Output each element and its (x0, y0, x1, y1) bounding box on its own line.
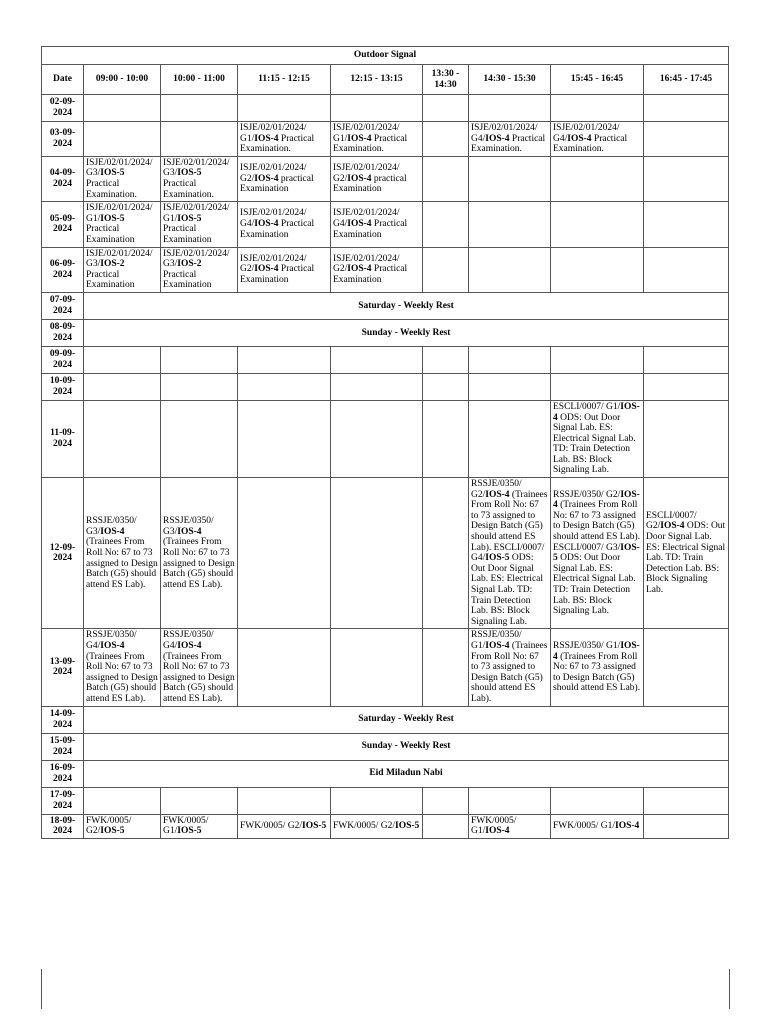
table-row (42, 629, 729, 706)
schedule-cell (644, 202, 729, 247)
course-code: IOS-4 (660, 521, 685, 532)
table-row (42, 400, 729, 477)
date-cell: 10-09-2024 (42, 373, 84, 400)
date-cell: 09-09-2024 (42, 346, 84, 373)
cell-text: Practical Examination (163, 224, 212, 245)
column-header-date: Date (42, 65, 84, 95)
date-cell: 15-09-2024 (42, 733, 84, 760)
day-note: Sunday - Weekly Rest (84, 319, 729, 346)
course-code: IOS-4 (177, 526, 202, 537)
cell-text: Practical Examination (240, 264, 315, 286)
schedule-cell (84, 202, 161, 247)
course-code: IOS-4 (347, 133, 372, 144)
rest-day-row (42, 760, 729, 787)
schedule-cell (644, 373, 729, 400)
cell-text: (Trainees From Roll No: 67 to 73 assigned to Design Batch (G5) should attend ES Lab). (163, 651, 235, 704)
schedule-cell (238, 814, 331, 838)
schedule-cell (84, 478, 161, 629)
schedule-cell (551, 156, 644, 201)
schedule-cell (331, 629, 423, 706)
cell-text: Practical Examination (86, 224, 135, 245)
date-cell: 11-09-2024 (42, 400, 84, 477)
schedule-cell (238, 247, 331, 292)
schedule-cell (551, 202, 644, 247)
cell-text: ISJE/02/01/2024/ G3/ (86, 157, 153, 179)
schedule-cell (551, 787, 644, 814)
schedule-cell (423, 156, 469, 201)
schedule-cell (469, 787, 551, 814)
cell-text: Practical Examination (86, 269, 135, 291)
cell-text: Practical Examination. (240, 133, 315, 155)
cell-text: ISJE/02/01/2024/ G4/ (240, 208, 307, 230)
column-header-slot: 15:45 - 16:45 (551, 65, 644, 95)
schedule-cell (84, 247, 161, 292)
cell-text: Practical Examination. (553, 133, 628, 155)
date-cell: 02-09-2024 (42, 95, 84, 122)
schedule-cell (469, 346, 551, 373)
table-row (42, 156, 729, 201)
schedule-cell (84, 346, 161, 373)
cell-text: ISJE/02/01/2024/ G1/ (333, 123, 400, 144)
table-row (42, 373, 729, 400)
date-cell: 06-09-2024 (42, 247, 84, 292)
schedule-cell (423, 478, 469, 629)
schedule-cell (644, 95, 729, 122)
date-cell: 18-09-2024 (42, 814, 84, 838)
course-code: IOS-5 (177, 213, 202, 224)
schedule-cell (238, 787, 331, 814)
cell-text: RSSJE/0350/ G4/ (163, 630, 214, 651)
schedule-cell (84, 95, 161, 122)
schedule-cell (238, 346, 331, 373)
cell-text: ISJE/02/01/2024/ G1/ (240, 123, 307, 144)
schedule-cell (238, 373, 331, 400)
cell-text: ISJE/02/01/2024/ G4/ (333, 208, 400, 230)
cell-text: ESCLI/0007/ G1/ (553, 401, 621, 412)
cell-text: ODS: Out Door Signal Lab. ES: Electrical Signal Lab. TD: Train Detection Lab. BS: Block Signaling Lab. (553, 553, 636, 617)
course-code: IOS-5 (100, 213, 125, 224)
header-row (42, 65, 729, 95)
table-row (42, 787, 729, 814)
course-code: IOS-4 (100, 640, 125, 651)
table-row (42, 814, 729, 838)
day-note: Sunday - Weekly Rest (84, 733, 729, 760)
schedule-cell (238, 95, 331, 122)
schedule-cell (161, 95, 238, 122)
schedule-cell (423, 787, 469, 814)
cell-text: ISJE/02/01/2024/ G4/ (471, 123, 538, 144)
schedule-cell (469, 478, 551, 629)
cell-text: ISJE/02/01/2024/ G2/ (240, 253, 307, 275)
column-header-slot: 14:30 - 15:30 (469, 65, 551, 95)
schedule-cell (161, 373, 238, 400)
schedule-cell (644, 400, 729, 477)
schedule-cell (161, 202, 238, 247)
cell-text: ISJE/02/01/2024/ G3/ (163, 157, 230, 179)
schedule-cell (238, 156, 331, 201)
schedule-cell (423, 202, 469, 247)
course-code: IOS-5 (553, 542, 640, 564)
cell-text: ESCLI/0007/ G2/ (646, 510, 697, 532)
schedule-cell (644, 346, 729, 373)
schedule-cell (644, 156, 729, 201)
schedule-cell (469, 629, 551, 706)
schedule-cell (84, 400, 161, 477)
course-code: IOS-4 (254, 219, 279, 230)
course-code: IOS-4 (347, 173, 372, 184)
cell-text: ISJE/02/01/2024/ G3/ (163, 248, 230, 270)
page-frame-continuation (41, 969, 730, 1009)
column-header-slot: 13:30 - 14:30 (423, 65, 469, 95)
schedule-cell (469, 400, 551, 477)
timetable (41, 46, 729, 839)
schedule-cell (551, 400, 644, 477)
cell-text: FWK/0005/ G1/ (163, 815, 209, 837)
cell-text: (Trainees From Roll No: 67 to 73 assigned to Design Batch (G5) should attend ES Lab). (163, 537, 235, 590)
schedule-cell (551, 629, 644, 706)
column-header-slot: 16:45 - 17:45 (644, 65, 729, 95)
course-code: IOS-5 (302, 820, 327, 831)
schedule-cell (423, 400, 469, 477)
table-row (42, 95, 729, 122)
course-code: IOS-5 (177, 826, 202, 837)
table-row (42, 346, 729, 373)
cell-text: RSSJE/0350/ G4/ (86, 630, 137, 651)
course-code: IOS-4 (485, 640, 510, 651)
cell-text: Practical Examination. (333, 133, 408, 155)
date-cell: 12-09-2024 (42, 478, 84, 629)
schedule-cell (161, 156, 238, 201)
schedule-cell (331, 787, 423, 814)
schedule-cell (238, 400, 331, 477)
cell-text: (Trainees From Roll No: 67 to 73 assigned to Design Batch (G5) should attend ES Lab). (471, 640, 548, 704)
course-code: IOS-5 (100, 826, 125, 837)
cell-text: ODS: Out Door Signal Lab. ES: Electrical Signal Lab. TD: Train Detection Lab. BS: Block Signaling Lab. (471, 553, 544, 627)
schedule-cell (551, 373, 644, 400)
course-code: IOS-4 (347, 264, 372, 275)
day-note: Saturday - Weekly Rest (84, 706, 729, 733)
schedule-cell (331, 95, 423, 122)
schedule-cell (551, 122, 644, 157)
cell-text: RSSJE/0350/ G1/ (471, 630, 522, 651)
schedule-cell (469, 373, 551, 400)
course-code: IOS-4 (485, 133, 510, 144)
schedule-cell (551, 95, 644, 122)
schedule-cell (644, 629, 729, 706)
schedule-cell (84, 814, 161, 838)
course-code: IOS-4 (485, 489, 510, 500)
cell-text: ODS: Out Door Signal Lab. ES: Electrical Signal Lab. TD: Train Detection Lab. BS: Block Signaling Lab. (553, 412, 636, 476)
course-code: IOS-4 (177, 640, 202, 651)
cell-text: Practical Examination. (163, 178, 214, 200)
column-header-slot: 12:15 - 13:15 (331, 65, 423, 95)
schedule-cell (331, 346, 423, 373)
cell-text: FWK/0005/ G2/ (333, 820, 396, 831)
schedule-cell (331, 373, 423, 400)
cell-text: FWK/0005/ G1/ (553, 820, 616, 831)
schedule-cell (161, 787, 238, 814)
course-code: IOS-4 (485, 826, 510, 837)
table-title: Outdoor Signal (42, 47, 729, 65)
column-header-slot: 10:00 - 11:00 (161, 65, 238, 95)
schedule-cell (331, 156, 423, 201)
schedule-cell (551, 478, 644, 629)
schedule-cell (644, 814, 729, 838)
rest-day-row (42, 319, 729, 346)
course-code: IOS-4 (254, 173, 279, 184)
course-code: IOS-5 (177, 168, 202, 179)
schedule-cell (161, 814, 238, 838)
cell-text: RSSJE/0350/ G2/ (471, 479, 522, 500)
column-header-slot: 11:15 - 12:15 (238, 65, 331, 95)
course-code: IOS-4 (615, 820, 640, 831)
cell-text: RSSJE/0350/ G3/ (86, 516, 137, 537)
cell-text: (Trainees From Roll No: 67 to 73 assigned to Design Batch (G5) should attend ES Lab). ESCLI/0007/ G4/ (471, 489, 548, 564)
schedule-cell (644, 787, 729, 814)
schedule-cell (423, 814, 469, 838)
schedule-cell (644, 478, 729, 629)
cell-text: practical Examination (333, 173, 407, 195)
schedule-cell (84, 122, 161, 157)
schedule-cell (238, 202, 331, 247)
cell-text: ISJE/02/01/2024/ G1/ (163, 203, 230, 224)
schedule-cell (331, 202, 423, 247)
schedule-cell (551, 814, 644, 838)
table-row (42, 122, 729, 157)
cell-text: ISJE/02/01/2024/ G1/ (86, 203, 153, 224)
course-code: IOS-4 (553, 401, 640, 423)
schedule-cell (331, 247, 423, 292)
day-note: Saturday - Weekly Rest (84, 292, 729, 319)
cell-text: ISJE/02/01/2024/ G3/ (86, 248, 153, 270)
date-cell: 17-09-2024 (42, 787, 84, 814)
cell-text: (Trainees From Roll No: 67 to 73 assigned to Design Batch (G5) should attend ES Lab). ESCLI/0007/ G3/ (553, 500, 641, 553)
schedule-cell (238, 629, 331, 706)
cell-text: practical Examination (240, 173, 314, 195)
cell-text: Practical Examination. (86, 178, 137, 200)
schedule-cell (551, 247, 644, 292)
schedule-cell (469, 247, 551, 292)
course-code: IOS-5 (485, 553, 510, 564)
schedule-cell (644, 247, 729, 292)
schedule-cell (84, 373, 161, 400)
cell-text: ISJE/02/01/2024/ G2/ (240, 163, 307, 184)
schedule-cell (469, 95, 551, 122)
schedule-cell (331, 400, 423, 477)
cell-text: Practical Examination (333, 219, 408, 240)
schedule-cell (161, 400, 238, 477)
date-cell: 08-09-2024 (42, 319, 84, 346)
cell-text: ISJE/02/01/2024/ G4/ (553, 123, 620, 144)
date-cell: 16-09-2024 (42, 760, 84, 787)
cell-text: (Trainees From Roll No: 67 to 73 assigned to Design Batch (G5) should attend ES Lab). (86, 537, 158, 590)
schedule-cell (238, 478, 331, 629)
schedule-cell (84, 156, 161, 201)
schedule-cell (469, 156, 551, 201)
schedule-cell (644, 122, 729, 157)
schedule-cell (551, 346, 644, 373)
schedule-cell (423, 629, 469, 706)
schedule-cell (161, 346, 238, 373)
course-code: IOS-5 (395, 820, 420, 831)
schedule-cell (423, 247, 469, 292)
table-body (42, 95, 729, 839)
table-row (42, 478, 729, 629)
cell-text: FWK/0005/ G2/ (240, 820, 303, 831)
date-cell: 04-09-2024 (42, 156, 84, 201)
schedule-cell (469, 122, 551, 157)
course-code: IOS-4 (553, 640, 640, 662)
course-code: IOS-4 (567, 133, 592, 144)
day-note: Eid Miladun Nabi (84, 760, 729, 787)
schedule-cell (161, 629, 238, 706)
cell-text: Practical Examination (333, 264, 408, 286)
cell-text: RSSJE/0350/ G3/ (163, 516, 214, 537)
course-code: IOS-4 (347, 219, 372, 230)
cell-text: Practical Examination (163, 269, 212, 291)
cell-text: RSSJE/0350/ G1/ (553, 640, 621, 651)
course-code: IOS-4 (254, 133, 279, 144)
cell-text: RSSJE/0350/ G2/ (553, 489, 621, 500)
table-row (42, 202, 729, 247)
cell-text: Practical Examination (240, 219, 315, 240)
cell-text: ISJE/02/01/2024/ G2/ (333, 163, 400, 184)
schedule-cell (84, 629, 161, 706)
course-code: IOS-4 (553, 489, 640, 511)
cell-text: ISJE/02/01/2024/ G2/ (333, 253, 400, 275)
schedule-cell (161, 122, 238, 157)
cell-text: FWK/0005/ G1/ (471, 815, 517, 837)
schedule-cell (469, 814, 551, 838)
schedule-cell (331, 814, 423, 838)
schedule-cell (161, 478, 238, 629)
schedule-cell (84, 787, 161, 814)
date-cell: 05-09-2024 (42, 202, 84, 247)
schedule-cell (331, 478, 423, 629)
date-cell: 07-09-2024 (42, 292, 84, 319)
cell-text: (Trainees From Roll No: 67 to 73 assigned to Design Batch (G5) should attend ES Lab). (86, 651, 158, 704)
schedule-cell (469, 202, 551, 247)
cell-text: FWK/0005/ G2/ (86, 815, 132, 837)
course-code: IOS-2 (177, 259, 202, 270)
schedule-cell (238, 122, 331, 157)
rest-day-row (42, 292, 729, 319)
cell-text: Practical Examination. (471, 133, 546, 155)
rest-day-row (42, 733, 729, 760)
schedule-cell (331, 122, 423, 157)
course-code: IOS-4 (100, 526, 125, 537)
schedule-cell (423, 373, 469, 400)
column-header-slot: 09:00 - 10:00 (84, 65, 161, 95)
cell-text: ODS: Out Door Signal Lab. ES: Electrical Signal Lab. TD: Train Detection Lab. BS: Block Signaling Lab. (646, 521, 726, 595)
schedule-cell (423, 95, 469, 122)
course-code: IOS-2 (100, 259, 125, 270)
date-cell: 03-09-2024 (42, 122, 84, 157)
schedule-cell (161, 247, 238, 292)
schedule-cell (423, 122, 469, 157)
course-code: IOS-5 (100, 168, 125, 179)
cell-text: (Trainees From Roll No: 67 to 73 assigned to Design Batch (G5) should attend ES Lab). (553, 651, 641, 694)
schedule-cell (423, 346, 469, 373)
rest-day-row (42, 706, 729, 733)
table-row (42, 247, 729, 292)
course-code: IOS-4 (254, 264, 279, 275)
date-cell: 14-09-2024 (42, 706, 84, 733)
date-cell: 13-09-2024 (42, 629, 84, 706)
